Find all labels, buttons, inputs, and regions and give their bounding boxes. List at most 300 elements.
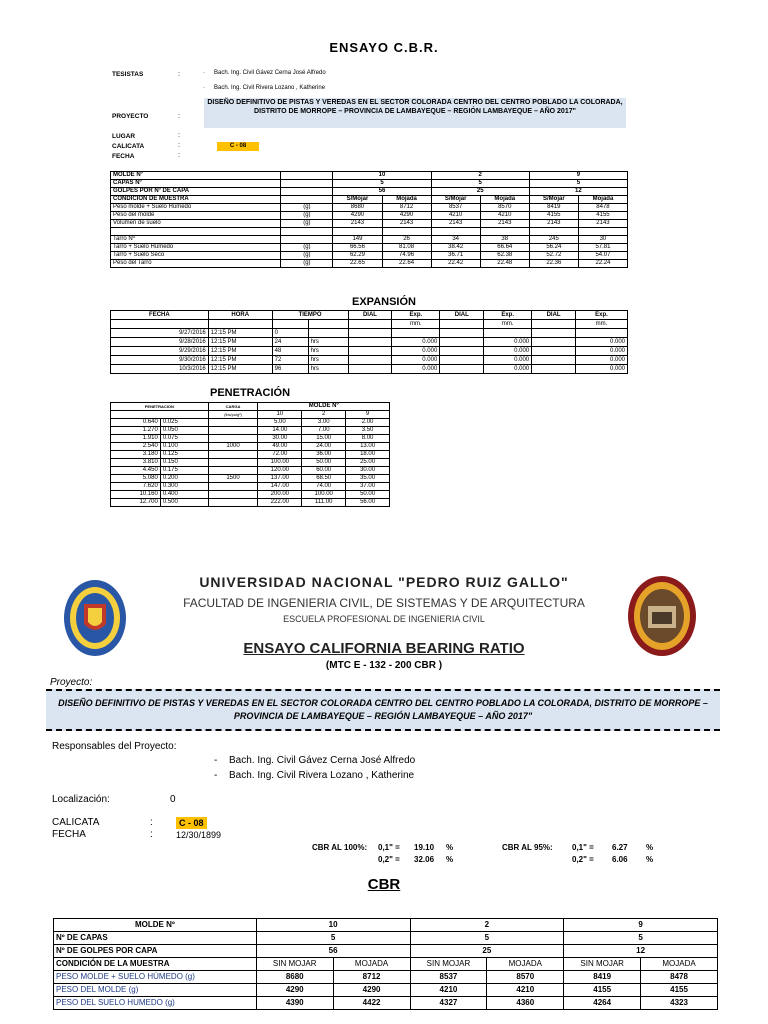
colon: : <box>150 817 153 828</box>
unit-cell <box>348 320 392 329</box>
table-cell: 15.00 <box>302 435 346 443</box>
table-row <box>111 196 628 204</box>
table-cell: 4210 <box>410 984 487 997</box>
unit-cell <box>272 320 308 329</box>
table-cell: 5.00 <box>258 419 302 427</box>
table-cell: 10 <box>256 919 410 932</box>
table-cell: 8537 <box>410 971 487 984</box>
localizacion-value: 0 <box>170 794 176 805</box>
table-cell: 0.640 <box>111 419 161 427</box>
table-row <box>54 984 718 997</box>
table-cell: 4323 <box>641 997 718 1010</box>
table-row <box>111 356 628 365</box>
table-cell: SIN MOJAR <box>564 958 641 971</box>
faculty-name: FACULTAD DE INGENIERIA CIVIL, DE SISTEMAS Y DE ARQUITECTURA <box>183 596 585 610</box>
table-cell: 2 <box>431 172 529 180</box>
table-cell: 12 <box>564 945 718 958</box>
table-cell: MOJADA <box>333 958 410 971</box>
tesista-2: Bach. Ing. Civil Rivera Lozano , Katherine <box>214 85 326 91</box>
row-label: Volumen de suelo <box>111 220 281 228</box>
table-cell: 0.200 <box>160 475 208 483</box>
row-label: PESO DEL MOLDE (g) <box>54 984 257 997</box>
table-cell <box>484 329 532 338</box>
table-cell: S/Mojar <box>529 196 578 204</box>
table-cell <box>532 338 576 347</box>
table-cell: Mojada <box>578 196 627 204</box>
row-unit: (g) <box>281 244 333 252</box>
table-cell: 12 <box>529 188 627 196</box>
table-row <box>111 252 628 260</box>
table-cell: 36.00 <box>302 451 346 459</box>
cbr95-pct: % <box>646 855 654 864</box>
calicata-label: CALICATA <box>112 143 145 150</box>
table-cell: 22.24 <box>578 260 627 268</box>
table-cell: MOJADA <box>641 958 718 971</box>
table-cell: 4.450 <box>111 467 161 475</box>
table-cell: 68.50 <box>302 475 346 483</box>
colon: : <box>178 132 180 139</box>
table-cell: 48 <box>272 347 308 356</box>
colon: : <box>178 142 180 149</box>
header-cell: Exp. <box>576 311 628 320</box>
table-cell <box>440 338 484 347</box>
table-cell: 0.000 <box>484 347 532 356</box>
table-cell <box>440 347 484 356</box>
table-cell: 0.125 <box>160 451 208 459</box>
table-cell <box>208 467 258 475</box>
table-cell: SIN MOJAR <box>256 958 333 971</box>
table-cell: 12:15 PM <box>208 365 272 374</box>
cbr100-v1: 19.10 <box>414 843 435 852</box>
table-cell: 0.000 <box>576 365 628 374</box>
tesistas-label: TESISTAS <box>112 71 144 78</box>
table-cell: 0.300 <box>160 483 208 491</box>
table-cell: 8478 <box>578 204 627 212</box>
table-cell <box>532 356 576 365</box>
cbr95-v2: 6.06 <box>612 855 628 864</box>
table-cell <box>392 329 440 338</box>
table-cell: 0.400 <box>160 491 208 499</box>
table-cell <box>208 459 258 467</box>
table-cell: 149 <box>333 236 382 244</box>
table-row <box>111 204 628 212</box>
table-cell: 2143 <box>480 220 529 228</box>
table-cell <box>440 365 484 374</box>
row-unit <box>281 236 333 244</box>
school-name: ESCUELA PROFESIONAL DE INGENIERIA CIVIL <box>283 614 485 624</box>
row-label: Peso del Tarro <box>111 260 281 268</box>
table-cell: 8680 <box>333 204 382 212</box>
table-cell: 4390 <box>256 997 333 1010</box>
table-row <box>111 172 628 180</box>
table-cell: S/Mojar <box>333 196 382 204</box>
table-cell <box>532 365 576 374</box>
row-label: CAPAS Nº <box>111 180 281 188</box>
header-cell: Exp. <box>484 311 532 320</box>
proyecto-label: PROYECTO <box>112 113 149 120</box>
table-cell: 56.24 <box>529 244 578 252</box>
table-cell: Mojada <box>480 196 529 204</box>
cbr-heading: CBR <box>367 876 401 893</box>
table-cell: 2143 <box>431 220 480 228</box>
table-cell: 8419 <box>529 204 578 212</box>
table-cell: 222.00 <box>258 499 302 507</box>
table-cell: 7.00 <box>302 427 346 435</box>
table-cell: 0.150 <box>160 459 208 467</box>
table-cell: 0.000 <box>392 338 440 347</box>
sheet1-title: ENSAYO C.B.R. <box>329 40 439 55</box>
table-cell: 0.075 <box>160 435 208 443</box>
table-cell: 120.00 <box>258 467 302 475</box>
table-row <box>111 244 628 252</box>
table-cell: 3.50 <box>346 427 390 435</box>
table-cell: 0.000 <box>484 356 532 365</box>
table-cell: 4264 <box>564 997 641 1010</box>
table-cell: MOJADA <box>487 958 564 971</box>
row-label: MOLDE Nº <box>111 172 281 180</box>
header-cell: DIAL <box>440 311 484 320</box>
table-cell <box>348 338 392 347</box>
table-cell: 22.42 <box>431 260 480 268</box>
table-row <box>111 236 628 244</box>
cbr95-label: CBR AL 95%: <box>502 843 553 852</box>
table-cell: 2143 <box>578 220 627 228</box>
table-cell: 62.29 <box>333 252 382 260</box>
table-cell: 14.00 <box>258 427 302 435</box>
row-unit: (g) <box>281 220 333 228</box>
row-unit: (g) <box>281 212 333 220</box>
table-cell: 35.00 <box>346 475 390 483</box>
table-cell: 9/28/2016 <box>111 338 209 347</box>
table-cell: 4360 <box>487 997 564 1010</box>
table-cell: 8.00 <box>346 435 390 443</box>
unit-row <box>111 320 628 329</box>
row-label: CONDICIÓN DE LA MUESTRA <box>54 958 257 971</box>
localizacion-label: Localización: <box>52 794 110 805</box>
table-cell <box>348 347 392 356</box>
table-cell <box>480 228 529 236</box>
table-cell: 1000 <box>208 443 258 451</box>
table-cell: S/Mojar <box>431 196 480 204</box>
row-unit <box>281 196 333 204</box>
table-row <box>54 971 718 984</box>
table-row <box>111 338 628 347</box>
table-cell: 100.00 <box>258 459 302 467</box>
table-row <box>111 212 628 220</box>
table-row <box>111 260 628 268</box>
fecha-value: 12/30/1899 <box>176 830 222 840</box>
table-row <box>111 220 628 228</box>
cbr100-r2: 0,2" = <box>378 855 400 864</box>
table-cell: 111.00 <box>302 499 346 507</box>
table-cell: 30.00 <box>346 467 390 475</box>
table-cell: 22.65 <box>333 260 382 268</box>
table-cell: 147.00 <box>258 483 302 491</box>
table-cell: 8537 <box>431 204 480 212</box>
table-cell: 5 <box>431 180 529 188</box>
unit-cell <box>111 320 209 329</box>
table-cell: 2143 <box>529 220 578 228</box>
table-cell: 9 <box>564 919 718 932</box>
table-cell <box>333 228 382 236</box>
table-cell <box>208 499 258 507</box>
table-row <box>111 459 390 467</box>
table-cell: 57.81 <box>578 244 627 252</box>
table-cell: 4290 <box>333 984 410 997</box>
header-cell: DIAL <box>348 311 392 320</box>
table-cell: 60.00 <box>302 467 346 475</box>
table-cell: 4210 <box>480 212 529 220</box>
table-cell: 12.700 <box>111 499 161 507</box>
table-cell: 38 <box>480 236 529 244</box>
table-cell: 56.00 <box>346 499 390 507</box>
table-cell: 24.00 <box>302 443 346 451</box>
table-cell: 4290 <box>382 212 431 220</box>
table-cell: 34 <box>431 236 480 244</box>
university-name: UNIVERSIDAD NACIONAL "PEDRO RUIZ GALLO" <box>199 574 569 590</box>
table-row <box>54 945 718 958</box>
table-cell: 8478 <box>641 971 718 984</box>
table-cell: 1.270 <box>111 427 161 435</box>
table-cell: 22.36 <box>529 260 578 268</box>
table-cell: 56 <box>256 945 410 958</box>
table-cell: 10 <box>333 172 431 180</box>
row-label: CONDICION DE MUESTRA <box>111 196 281 204</box>
row-unit <box>281 172 333 180</box>
table-row <box>111 451 390 459</box>
penetracion-table <box>110 402 390 507</box>
table-cell: 50.00 <box>346 491 390 499</box>
table-row <box>111 491 390 499</box>
unit-cell <box>308 320 348 329</box>
table-cell: 13.00 <box>346 443 390 451</box>
table-cell: 0.100 <box>160 443 208 451</box>
cbr-data-table <box>110 171 628 268</box>
table-cell: 72.00 <box>258 451 302 459</box>
table-cell: 96 <box>272 365 308 374</box>
table-cell: 12:15 PM <box>208 356 272 365</box>
table-cell: hrs <box>308 356 348 365</box>
bullet: · <box>203 85 205 91</box>
row-label: Nº DE CAPAS <box>54 932 257 945</box>
calicata-code: C - 08 <box>217 142 259 151</box>
tesista-1: Bach. Ing. Civil Gávez Cerna José Alfredo <box>214 70 326 76</box>
cbr95-pct: % <box>646 843 654 852</box>
table-cell: 18.00 <box>346 451 390 459</box>
table-cell: 0.175 <box>160 467 208 475</box>
table-cell: 8419 <box>564 971 641 984</box>
table-cell: 74.00 <box>302 483 346 491</box>
proyecto-label: Proyecto: <box>50 677 93 688</box>
header-cell: 9 <box>346 411 390 419</box>
table-cell: 4155 <box>564 984 641 997</box>
table-cell: 4155 <box>578 212 627 220</box>
table-cell: 8680 <box>256 971 333 984</box>
table-cell: 74.96 <box>382 252 431 260</box>
table-cell: 30 <box>578 236 627 244</box>
table-row <box>54 932 718 945</box>
report-title: ENSAYO CALIFORNIA BEARING RATIO <box>243 640 525 657</box>
row-unit: (g) <box>281 204 333 212</box>
table-cell: 12:15 PM <box>208 329 272 338</box>
table-cell: 5 <box>333 180 431 188</box>
table-row <box>111 347 628 356</box>
table-cell: 137.00 <box>258 475 302 483</box>
table-cell: 10/3/2016 <box>111 365 209 374</box>
lugar-label: LUGAR <box>112 133 136 140</box>
header-row <box>111 311 628 320</box>
table-cell: 245 <box>529 236 578 244</box>
spacer-row <box>111 228 628 236</box>
cbr100-pct: % <box>446 855 454 864</box>
table-cell: 81.08 <box>382 244 431 252</box>
table-cell: 0 <box>272 329 308 338</box>
table-cell <box>208 491 258 499</box>
table-cell: 9 <box>529 172 627 180</box>
header-cell: DIAL <box>532 311 576 320</box>
row-label: Tarro + Suelo Seco <box>111 252 281 260</box>
row-label: Peso del molde <box>111 212 281 220</box>
standard-code: (MTC E - 132 - 200 CBR ) <box>325 660 443 671</box>
table-cell: 66.56 <box>333 244 382 252</box>
table-cell: 36.71 <box>431 252 480 260</box>
table-cell: 9/30/2016 <box>111 356 209 365</box>
table-row <box>54 919 718 932</box>
table-cell: 56 <box>333 188 431 196</box>
table-cell: 38.42 <box>431 244 480 252</box>
table-row <box>111 365 628 374</box>
header-cell: MOLDE Nº <box>258 403 390 411</box>
header-cell: HORA <box>208 311 272 320</box>
responsables-label: Responsables del Proyecto: <box>52 741 177 752</box>
table-cell: 22.64 <box>382 260 431 268</box>
header-row <box>111 411 390 419</box>
table-cell <box>348 356 392 365</box>
table-cell <box>348 365 392 374</box>
table-row <box>54 958 718 971</box>
table-row <box>111 467 390 475</box>
table-cell: 4155 <box>529 212 578 220</box>
row-label: Tarro Nº <box>111 236 281 244</box>
table-cell: 2 <box>410 919 564 932</box>
cbr-summary-table <box>53 918 718 1010</box>
row-label: GOLPES POR Nº DE CAPA <box>111 188 281 196</box>
unit-cell: mm. <box>484 320 532 329</box>
responsable-2: Bach. Ing. Civil Rivera Lozano , Katherine <box>229 770 415 781</box>
penetracion-title: PENETRACIÓN <box>210 387 291 399</box>
bullet: - <box>214 770 218 781</box>
header-cell: PENETRACION <box>111 403 209 411</box>
header-cell: 2 <box>302 411 346 419</box>
table-cell: 5.080 <box>111 475 161 483</box>
proyecto-text: DISEÑO DEFINITIVO DE PISTAS Y VEREDAS EN EL SECTOR COLORADA CENTRO DEL CENTRO POBLADO LA COLORADA, DISTRITO DE MORROPE – PROVINCIA DE LAMBAYEQUE – REGIÓN LAMBAYEQUE – AÑO 2017" <box>58 698 708 721</box>
table-cell: 0.000 <box>484 338 532 347</box>
table-cell <box>208 451 258 459</box>
table-cell: 25 <box>410 945 564 958</box>
table-cell <box>431 228 480 236</box>
table-cell: 0.000 <box>576 338 628 347</box>
table-cell: 4290 <box>256 984 333 997</box>
table-cell: 2143 <box>382 220 431 228</box>
table-cell: 4210 <box>487 984 564 997</box>
table-cell <box>532 329 576 338</box>
table-cell: 8712 <box>333 971 410 984</box>
table-cell: 0.025 <box>160 419 208 427</box>
table-cell <box>208 435 258 443</box>
table-cell: 0.050 <box>160 427 208 435</box>
table-cell: 62.38 <box>480 252 529 260</box>
table-cell: 4155 <box>641 984 718 997</box>
header-cell: Exp. <box>392 311 440 320</box>
colon: : <box>178 71 180 78</box>
table-cell: 9/27/2016 <box>111 329 209 338</box>
proyecto-box <box>46 689 720 731</box>
table-row <box>111 329 628 338</box>
colon: : <box>178 113 180 120</box>
bullet: · <box>203 70 205 76</box>
table-cell: 2.540 <box>111 443 161 451</box>
proyecto-box: DISEÑO DEFINITIVO DE PISTAS Y VEREDAS EN EL SECTOR COLORADA CENTRO DEL CENTRO POBLADO LA COLORADA, DISTRITO DE MORROPE – PROVINCIA DE LAMBAYEQUE – REGIÓN LAMBAYEQUE – AÑO 2017" <box>204 98 626 128</box>
table-cell: 24 <box>272 338 308 347</box>
header-cell: TIEMPO <box>272 311 348 320</box>
cbr100-label: CBR AL 100%: <box>312 843 368 852</box>
table-cell: 26 <box>382 236 431 244</box>
table-cell: hrs <box>308 365 348 374</box>
table-cell <box>348 329 392 338</box>
table-cell <box>281 228 333 236</box>
header-cell <box>111 411 209 419</box>
table-row <box>111 475 390 483</box>
row-unit <box>281 180 333 188</box>
table-cell: 49.00 <box>258 443 302 451</box>
unit-cell: mm. <box>576 320 628 329</box>
table-cell <box>578 228 627 236</box>
table-cell: 1500 <box>208 475 258 483</box>
unit-cell <box>208 320 272 329</box>
cbr100-pct: % <box>446 843 454 852</box>
table-cell: 4290 <box>333 212 382 220</box>
fecha-label: FECHA <box>112 153 135 160</box>
row-unit: (g) <box>281 260 333 268</box>
table-row <box>111 427 390 435</box>
table-cell: 2143 <box>333 220 382 228</box>
table-cell: 0.000 <box>576 356 628 365</box>
table-cell: 8712 <box>382 204 431 212</box>
table-cell: 5 <box>529 180 627 188</box>
table-cell: 0.000 <box>392 347 440 356</box>
table-cell <box>308 329 348 338</box>
table-cell: 9/29/2016 <box>111 347 209 356</box>
table-cell: 4422 <box>333 997 410 1010</box>
table-row <box>111 435 390 443</box>
header-cell: FECHA <box>111 311 209 320</box>
row-unit: (g) <box>281 252 333 260</box>
table-cell: 2.00 <box>346 419 390 427</box>
table-row <box>54 997 718 1010</box>
table-cell <box>111 228 281 236</box>
cbr95-r1: 0,1" = <box>572 843 594 852</box>
table-cell: 0.000 <box>392 365 440 374</box>
table-cell: 22.48 <box>480 260 529 268</box>
cbr100-r1: 0,1" = <box>378 843 400 852</box>
unit-cell: mm. <box>392 320 440 329</box>
row-label: Tarro + Suelo Húmedo <box>111 244 281 252</box>
table-cell <box>440 329 484 338</box>
header-row <box>111 403 390 411</box>
table-cell <box>208 483 258 491</box>
table-row <box>111 443 390 451</box>
header-cell: CARGA <box>208 403 258 411</box>
